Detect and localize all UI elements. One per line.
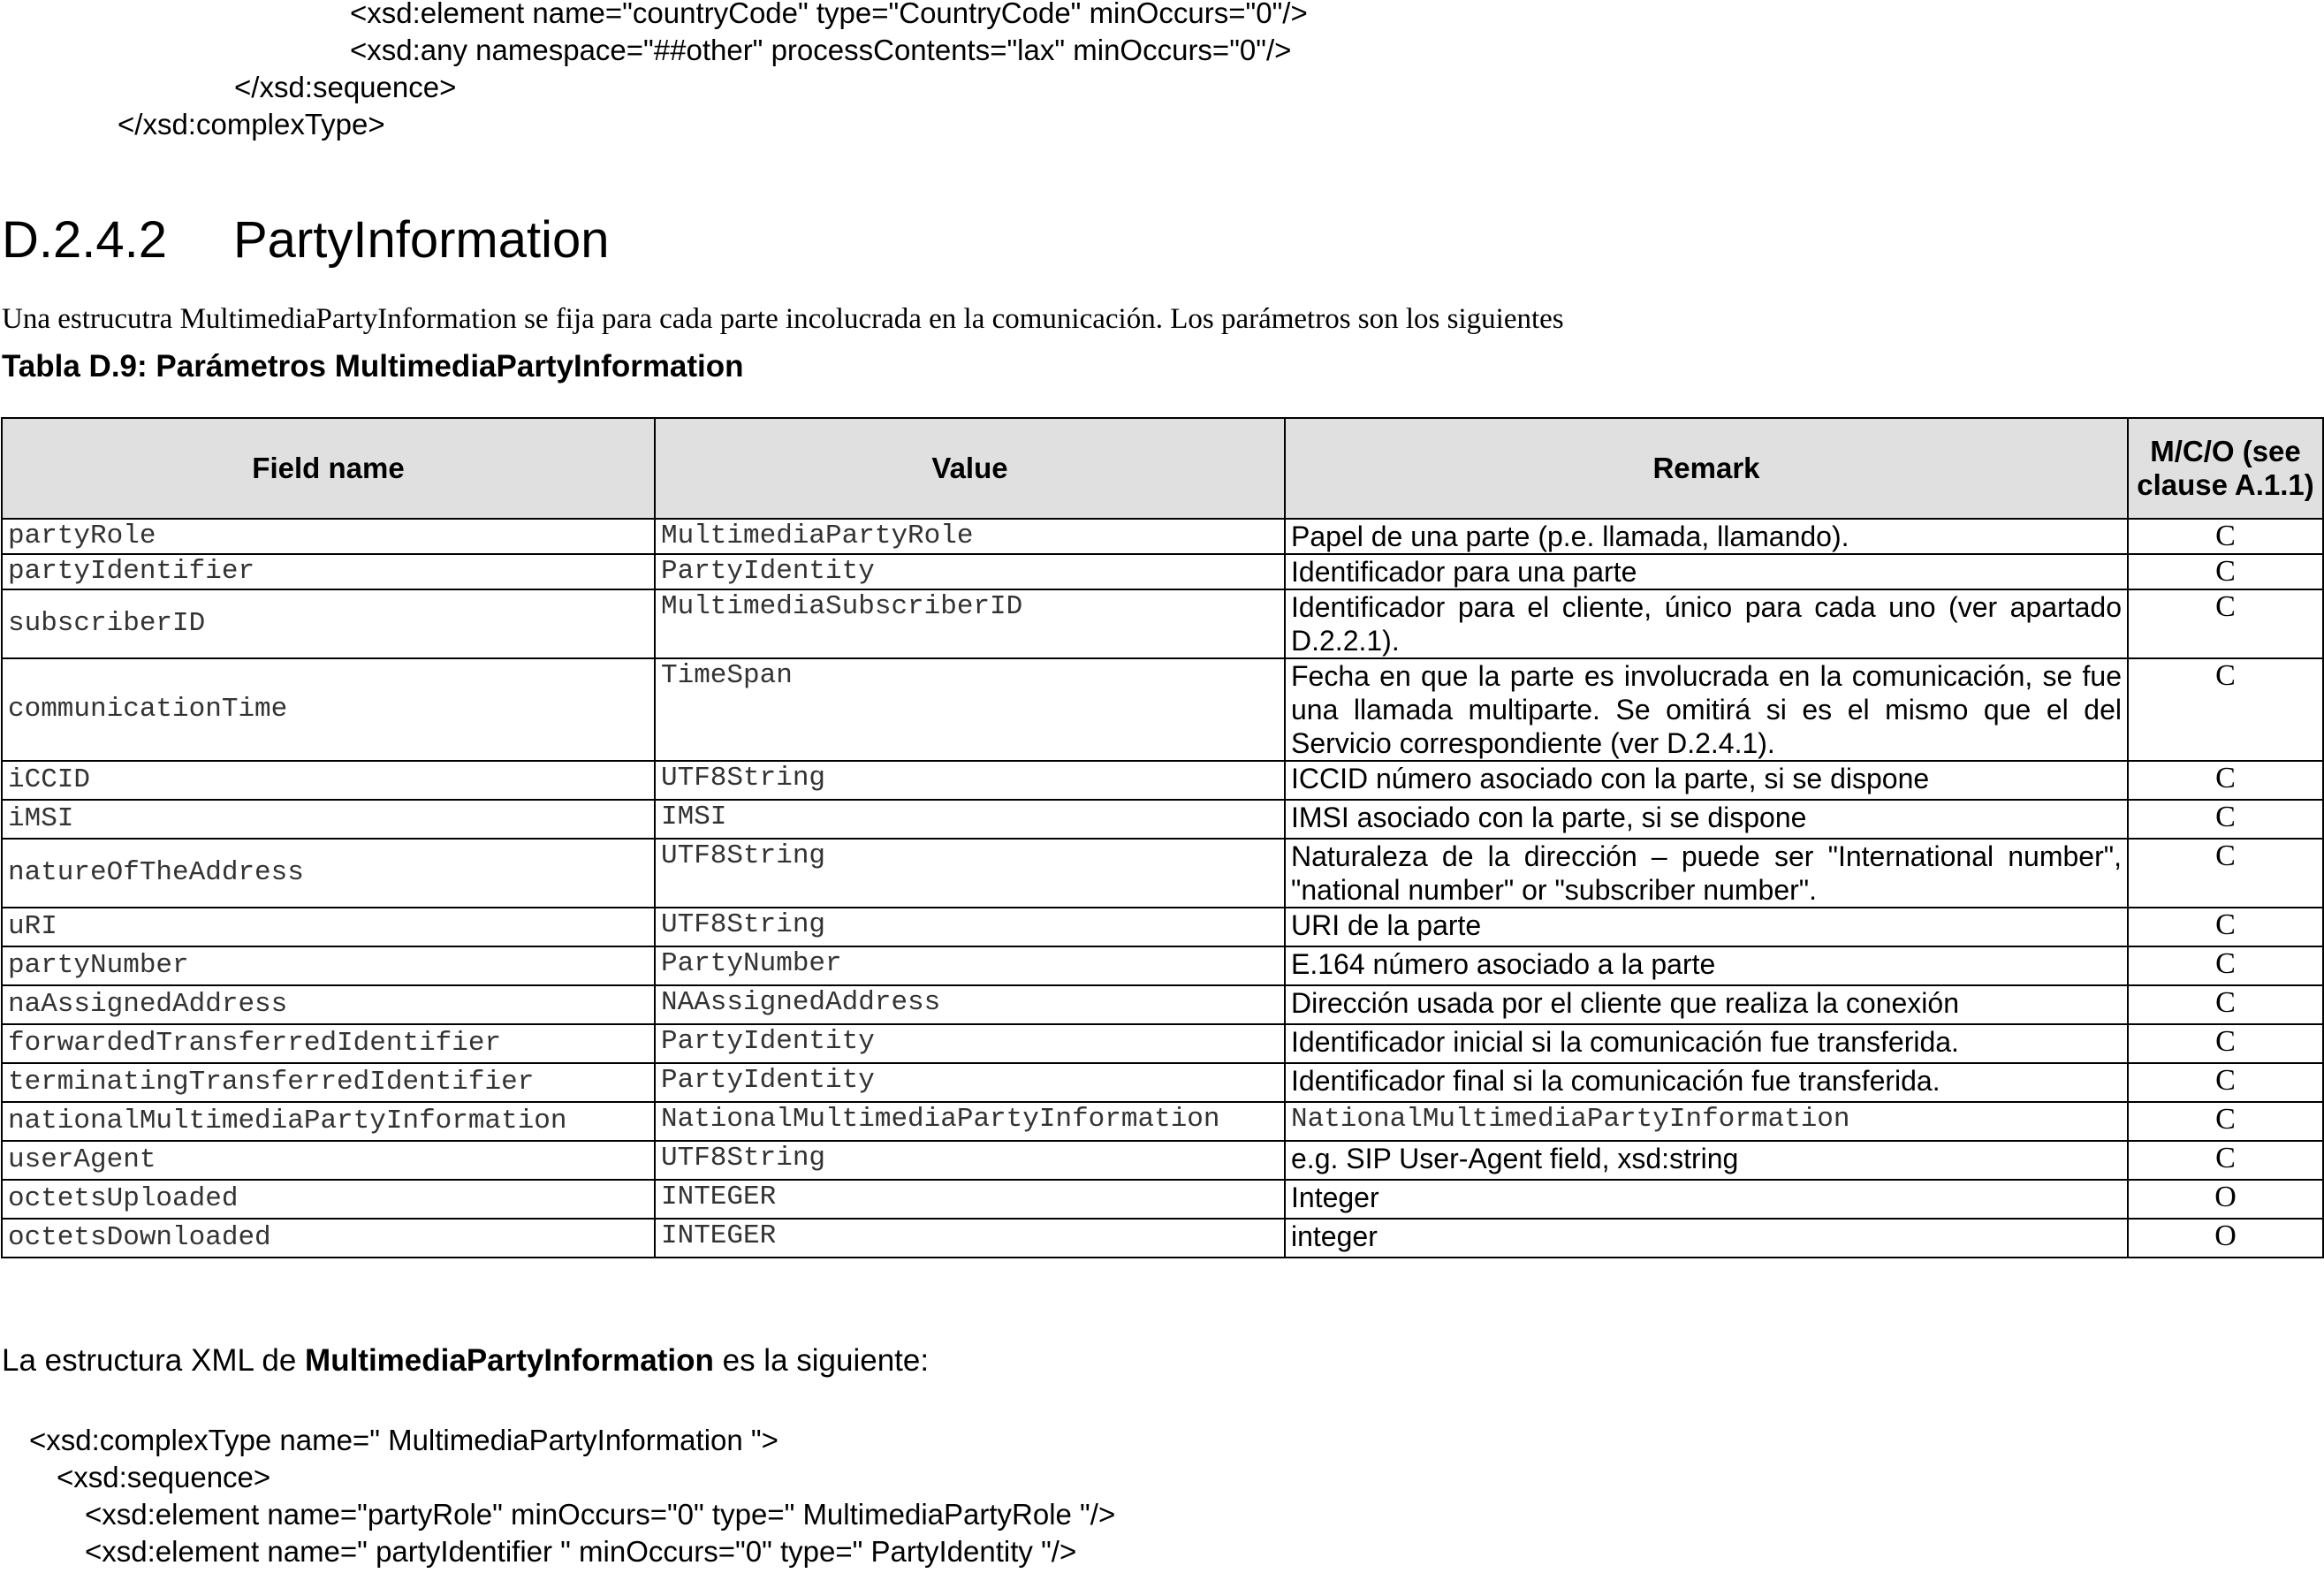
value-cell: UTF8String [655, 761, 1285, 800]
field-name-cell: natureOfTheAddress [2, 839, 655, 908]
table-row [2, 839, 2323, 908]
remark-cell: NationalMultimediaPartyInformation [1285, 1102, 2128, 1141]
table-row [2, 985, 2323, 1024]
remark-cell: Dirección usada por el cliente que realiza la conexión [1285, 985, 2128, 1024]
mco-cell: C [2128, 985, 2323, 1024]
mco-cell: C [2128, 589, 2323, 658]
table-row [2, 554, 2323, 589]
field-name-cell: partyIdentifier [2, 554, 655, 589]
parameters-table [1, 417, 2324, 1258]
table-row [2, 1219, 2323, 1258]
value-cell: PartyIdentity [655, 1063, 1285, 1102]
value-cell: MultimediaPartyRole [655, 519, 1285, 554]
mco-cell: C [2128, 761, 2323, 800]
table-row [2, 1102, 2323, 1141]
outro-prefix: La estructura XML de [2, 1343, 306, 1378]
mco-cell: C [2128, 519, 2323, 554]
mco-cell: C [2128, 946, 2323, 985]
value-cell: MultimediaSubscriberID [655, 589, 1285, 658]
field-name-cell: iCCID [2, 761, 655, 800]
field-name-cell: octetsUploaded [2, 1180, 655, 1219]
mco-cell: C [2128, 800, 2323, 839]
code-line: <xsd:element name="partyRole" minOccurs="0" type=" MultimediaPartyRole "/> [85, 1498, 1116, 1531]
table-row [2, 1024, 2323, 1063]
value-cell: IMSI [655, 800, 1285, 839]
field-name-cell: iMSI [2, 800, 655, 839]
remark-cell: Identificador para una parte [1285, 554, 2128, 589]
remark-cell: ICCID número asociado con la parte, si se dispone [1285, 761, 2128, 800]
field-name-cell: nationalMultimediaPartyInformation [2, 1102, 655, 1141]
value-cell: PartyNumber [655, 946, 1285, 985]
table-row [2, 908, 2323, 946]
code-line: </xsd:complexType> [118, 108, 385, 141]
table-row [2, 1180, 2323, 1219]
field-name-cell: userAgent [2, 1141, 655, 1180]
mco-cell: C [2128, 1141, 2323, 1180]
code-line: <xsd:element name="countryCode" type="CountryCode" minOccurs="0"/> [350, 0, 1308, 29]
mco-cell: O [2128, 1180, 2323, 1219]
field-name-cell: forwardedTransferredIdentifier [2, 1024, 655, 1063]
outro-paragraph [2, 1343, 929, 1379]
code-line: <xsd:element name=" partyIdentifier " minOccurs="0" type=" PartyIdentity "/> [85, 1535, 1077, 1568]
table-row [2, 519, 2323, 554]
remark-cell: Naturaleza de la dirección – puede ser "International number", "national number" or "subscriber number". [1285, 839, 2128, 908]
value-cell: INTEGER [655, 1219, 1285, 1258]
remark-cell: Papel de una parte (p.e. llamada, llamando). [1285, 519, 2128, 554]
field-name-cell: naAssignedAddress [2, 985, 655, 1024]
value-cell: UTF8String [655, 908, 1285, 946]
remark-cell: Fecha en que la parte es involucrada en la comunicación, se fue una llamada multiparte. Se omitirá si es el mismo que el del Servicio correspondiente (ver D.2.4.1). [1285, 658, 2128, 761]
table-row [2, 1063, 2323, 1102]
mco-cell: C [2128, 1063, 2323, 1102]
remark-cell: IMSI asociado con la parte, si se dispone [1285, 800, 2128, 839]
header-value: Value [655, 418, 1285, 519]
value-cell: PartyIdentity [655, 554, 1285, 589]
mco-cell: C [2128, 908, 2323, 946]
value-cell: NAAssignedAddress [655, 985, 1285, 1024]
field-name-cell: communicationTime [2, 658, 655, 761]
table-row [2, 946, 2323, 985]
field-name-cell: subscriberID [2, 589, 655, 658]
code-line: <xsd:complexType name=" MultimediaPartyInformation "> [29, 1424, 778, 1456]
value-cell: UTF8String [655, 1141, 1285, 1180]
remark-cell: Identificador para el cliente, único para cada uno (ver apartado D.2.2.1). [1285, 589, 2128, 658]
remark-cell: e.g. SIP User-Agent field, xsd:string [1285, 1141, 2128, 1180]
value-cell: PartyIdentity [655, 1024, 1285, 1063]
mco-cell: C [2128, 1024, 2323, 1063]
remark-cell: E.164 número asociado a la parte [1285, 946, 2128, 985]
code-line: <xsd:any namespace="##other" processContents="lax" minOccurs="0"/> [350, 34, 1292, 66]
remark-cell: Identificador inicial si la comunicación fue transferida. [1285, 1024, 2128, 1063]
value-cell: UTF8String [655, 839, 1285, 908]
code-line: <xsd:sequence> [57, 1461, 271, 1493]
code-line: </xsd:sequence> [234, 71, 457, 103]
field-name-cell: octetsDownloaded [2, 1219, 655, 1258]
value-cell: NationalMultimediaPartyInformation [655, 1102, 1285, 1141]
table-row [2, 761, 2323, 800]
remark-cell: Integer [1285, 1180, 2128, 1219]
mco-cell: C [2128, 1102, 2323, 1141]
mco-cell: C [2128, 658, 2323, 761]
remark-cell: URI de la parte [1285, 908, 2128, 946]
mco-cell: C [2128, 839, 2323, 908]
field-name-cell: partyRole [2, 519, 655, 554]
mco-cell: O [2128, 1219, 2323, 1258]
outro-suffix: es la siguiente: [713, 1343, 930, 1378]
table-body [2, 519, 2323, 1258]
table-row [2, 589, 2323, 658]
field-name-cell: partyNumber [2, 946, 655, 985]
field-name-cell: uRI [2, 908, 655, 946]
value-cell: TimeSpan [655, 658, 1285, 761]
table-header-row [2, 418, 2323, 519]
section-number: D.2.4.2 [2, 211, 167, 269]
remark-cell: Identificador final si la comunicación fue transferida. [1285, 1063, 2128, 1102]
field-name-cell: terminatingTransferredIdentifier [2, 1063, 655, 1102]
table-row [2, 658, 2323, 761]
table-row [2, 1141, 2323, 1180]
outro-bold-term: MultimediaPartyInformation [305, 1343, 714, 1378]
section-title: PartyInformation [233, 211, 610, 269]
mco-cell: C [2128, 554, 2323, 589]
remark-cell: integer [1285, 1219, 2128, 1258]
table-caption: Tabla D.9: Parámetros MultimediaPartyInformation [2, 349, 744, 384]
header-remark: Remark [1285, 418, 2128, 519]
value-cell: INTEGER [655, 1180, 1285, 1219]
header-mco: M/C/O (see clause A.1.1) [2128, 418, 2323, 519]
intro-paragraph: Una estrucutra MultimediaPartyInformation se fija para cada parte incolucrada en la comunicación. Los parámetros son los siguientes [2, 303, 1564, 335]
table-row [2, 800, 2323, 839]
header-field-name: Field name [2, 418, 655, 519]
section-heading [2, 210, 610, 270]
